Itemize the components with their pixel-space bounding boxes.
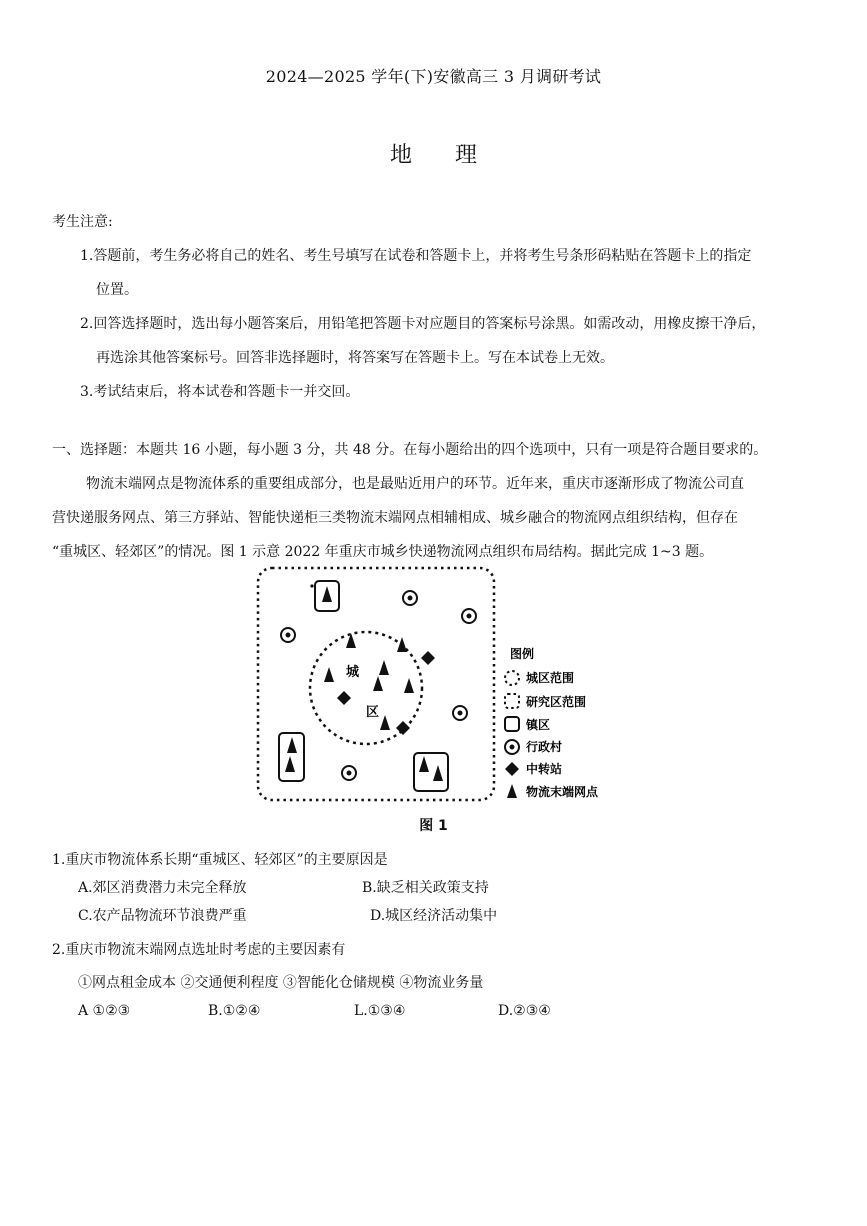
notice-item-2-cont: 再选涂其他答案标号。回答非选择题时，将答案写在答题卡上。写在本试卷上无效。 — [96, 350, 614, 366]
legend-town: 镇区 — [526, 718, 551, 732]
subject-title: 地 理 — [390, 143, 495, 168]
question-2-option-b: B.①②④ — [208, 1003, 261, 1019]
question-2-statements: ①网点租金成本 ②交通便利程度 ③智能化仓储规模 ④物流业务量 — [78, 975, 484, 991]
notice-heading: 考生注意: — [52, 214, 113, 230]
legend-research-symbol — [505, 694, 519, 708]
exam-title: 2024—2025 学年(下)安徽高三 3 月调研考试 — [265, 67, 602, 86]
notice-item-1-cont: 位置。 — [96, 282, 138, 298]
question-1-option-a: A.郊区消费潜力未完全释放 — [78, 880, 247, 896]
legend-title: 图例 — [510, 647, 535, 661]
legend-urban: 城区范围 — [526, 671, 575, 685]
legend-urban-symbol — [505, 671, 519, 685]
passage-line-3: “重城区、轻郊区”的情况。图 1 示意 2022 年重庆市城乡快递物流网点组织布局结构。据此完成 1~3 题。 — [52, 544, 714, 560]
legend-transfer-symbol — [505, 762, 519, 776]
passage-line-2: 营快递服务网点、第三方驿站、智能快递柜三类物流末端网点相辅相成、城乡融合的物流网点组织结构，但存在 — [52, 510, 738, 526]
notice-item-2: 2.回答选择题时，选出每小题答案后，用铅笔把答题卡对应题目的答案标号涂黑。如需改动，用橡皮擦干净后， — [80, 316, 766, 332]
towns — [279, 581, 448, 791]
question-1-stem: 1.重庆市物流体系长期“重城区、轻郊区”的主要原因是 — [52, 852, 388, 868]
city-label-1: 城 — [346, 665, 360, 680]
town-terminal-points — [285, 586, 443, 781]
question-1-option-d: D.城区经济活动集中 — [370, 908, 498, 924]
question-2-stem: 2.重庆市物流末端网点选址时考虑的主要因素有 — [52, 942, 346, 958]
section-heading: 一、选择题：本题共 16 小题，每小题 3 分，共 48 分。在每小题给出的四个选项中，只有一项是符合题目要求的。 — [52, 442, 768, 458]
question-1-option-c: C.农产品物流环节浪费严重 — [78, 908, 247, 924]
logistics-layout-map — [250, 560, 630, 840]
notice-item-3: 3.考试结束后，将本试卷和答题卡一并交回。 — [80, 384, 360, 400]
question-2-option-d: D.②③④ — [498, 1003, 551, 1019]
question-1-option-b: B.缺乏相关政策支持 — [362, 880, 489, 896]
legend-terminal: 物流末端网点 — [526, 785, 599, 799]
notice-item-1: 1.答题前，考生务必将自己的姓名、考生号填写在试卷和答题卡上，并将考生号条形码粘贴在答题卡上的指定 — [80, 248, 752, 264]
legend-transfer: 中转站 — [526, 762, 563, 776]
legend-village: 行政村 — [526, 740, 563, 754]
figure-caption: 图 1 — [419, 818, 448, 834]
question-2-option-c: L.①③④ — [354, 1003, 406, 1019]
legend-terminal-symbol — [507, 784, 517, 798]
legend-town-symbol — [505, 717, 519, 731]
city-label-2: 区 — [366, 705, 380, 720]
legend-research: 研究区范围 — [526, 695, 587, 709]
figure-1-diagram — [250, 560, 630, 840]
question-2-option-a: A ①②③ — [78, 1003, 131, 1019]
passage-line-1: 物流末端网点是物流体系的重要组成部分，也是最贴近用户的环节。近年来，重庆市逐渐形成了物流公司直 — [86, 476, 744, 492]
